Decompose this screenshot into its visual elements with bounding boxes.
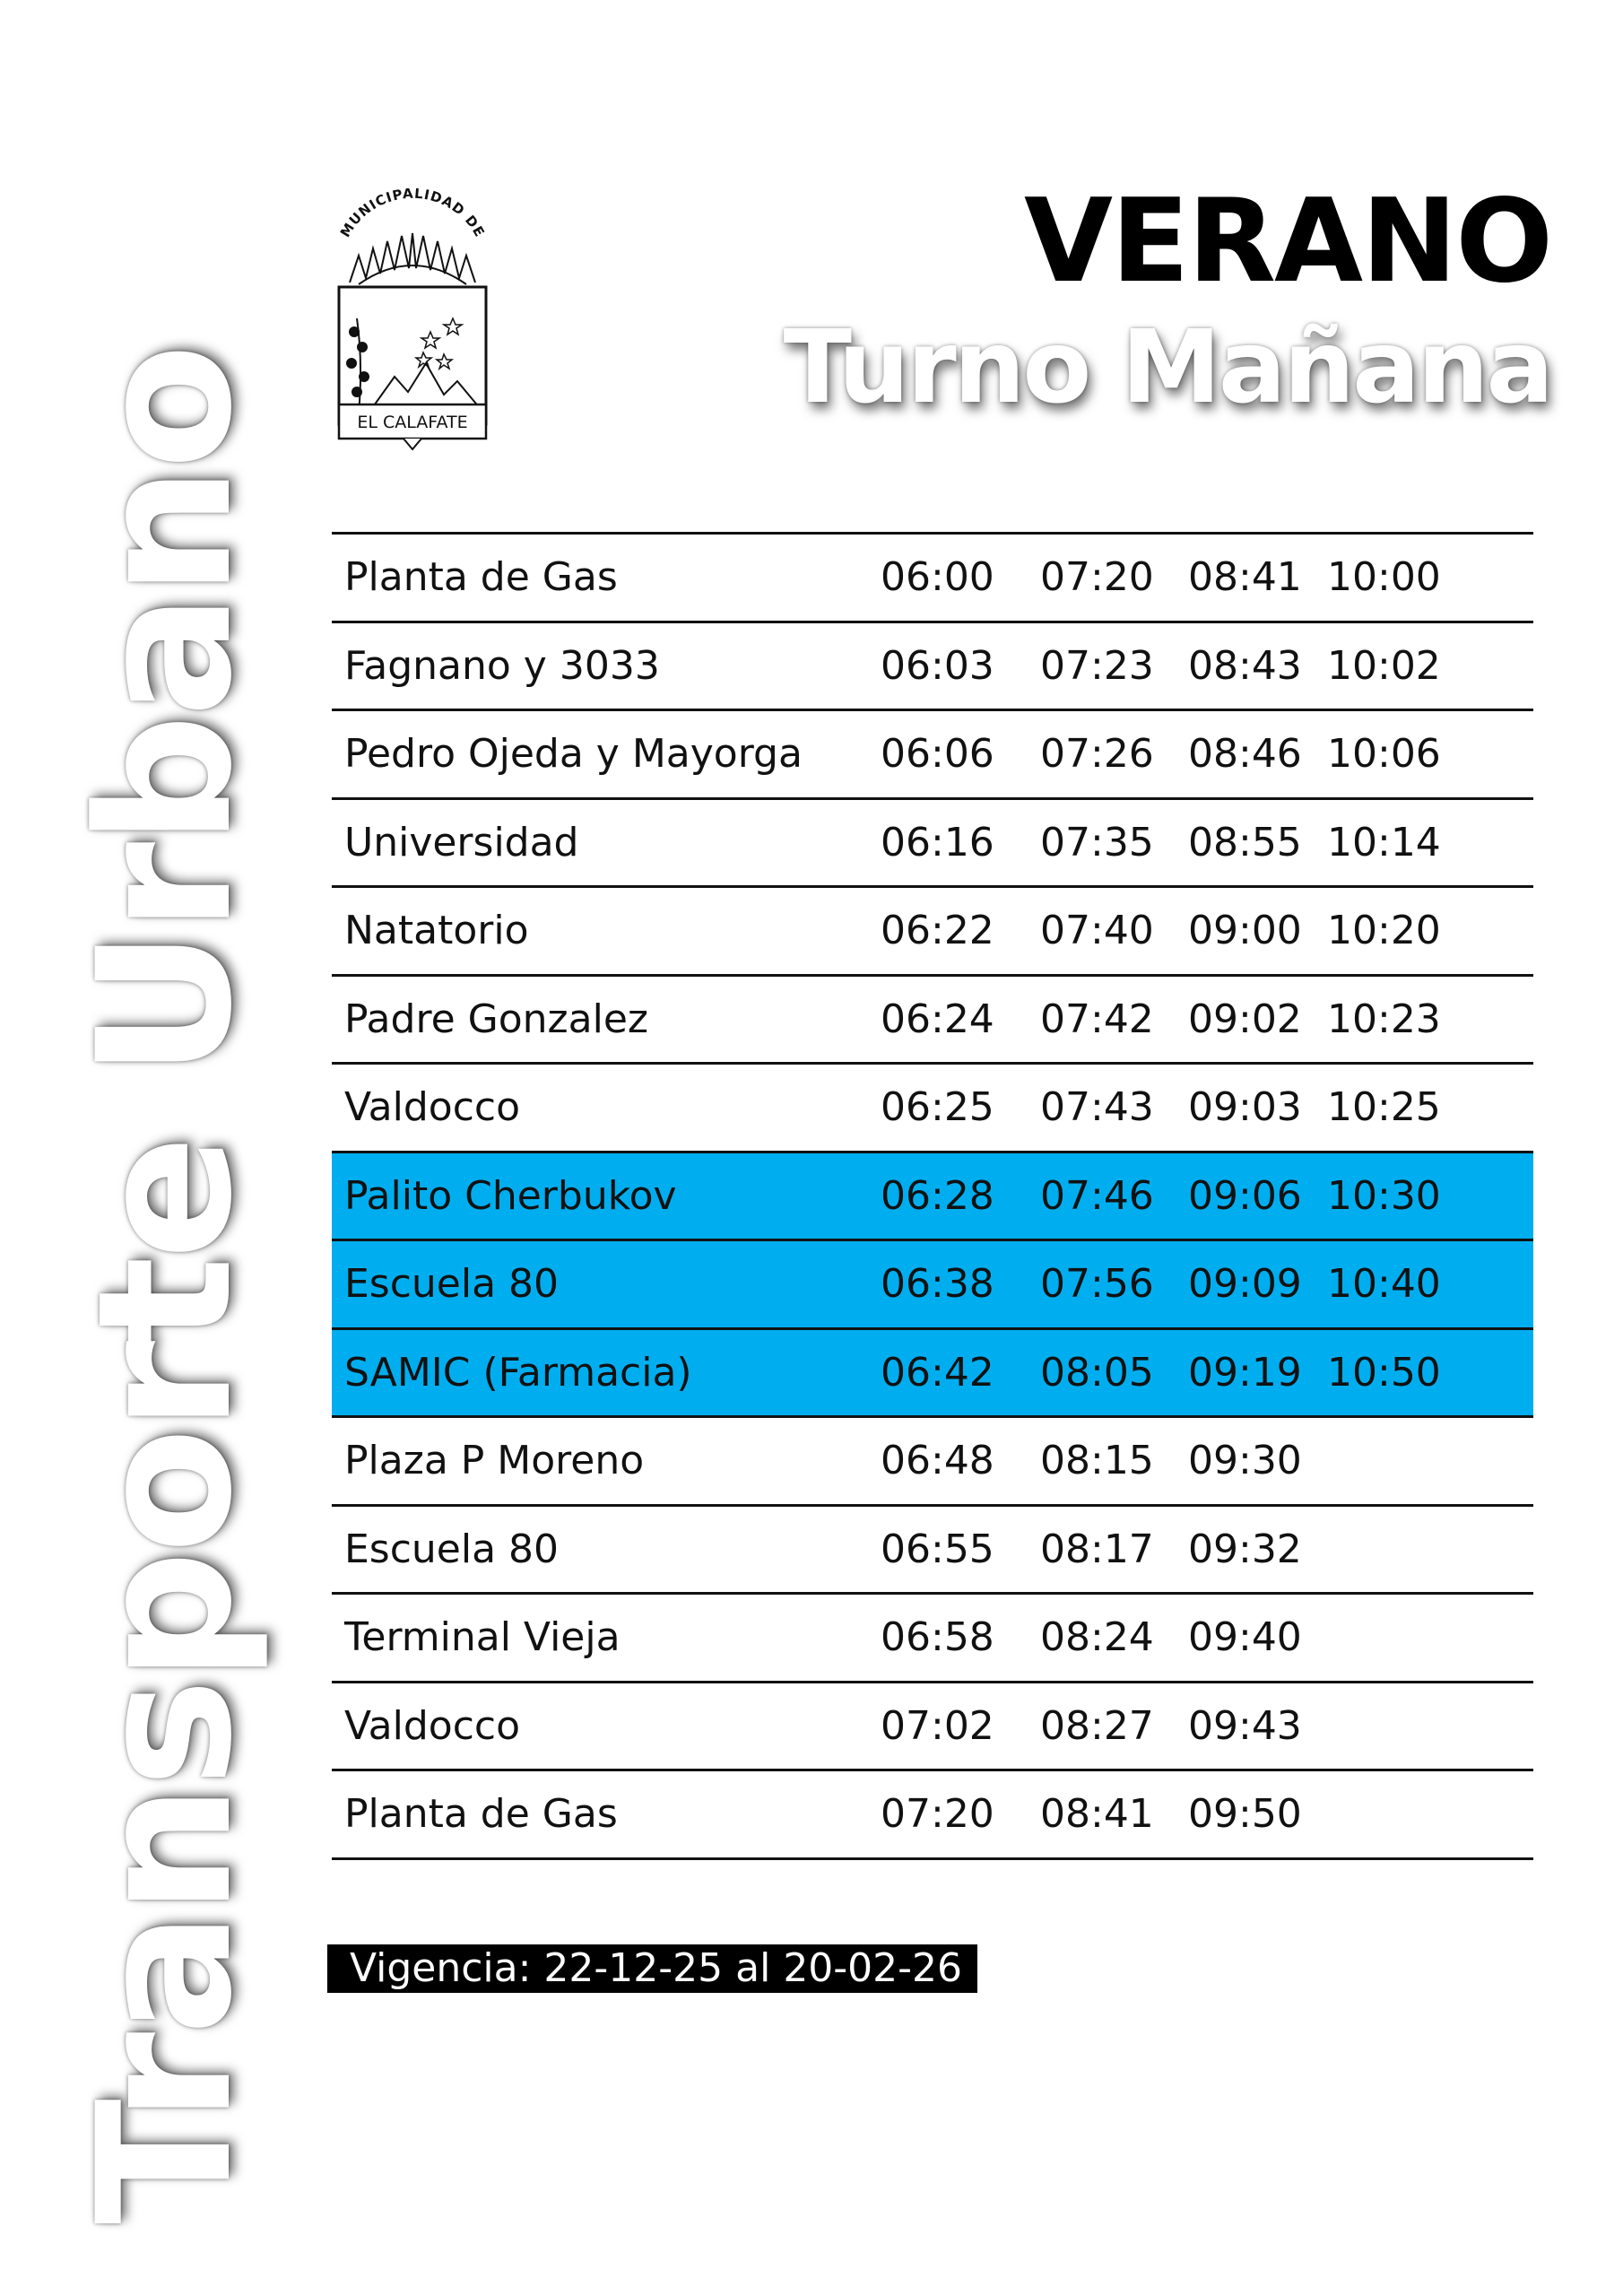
departure-time: 08:24 [1040,1614,1154,1661]
stop-name: Escuela 80 [344,1526,560,1572]
departure-time: 10:20 [1327,908,1441,954]
side-title: Transporte Urbano [59,346,273,2224]
departure-time: 10:06 [1327,731,1441,778]
schedule-row [332,888,1533,977]
municipal-coat-of-arms-icon [323,184,502,453]
schedule-row-highlighted [332,1241,1533,1330]
stop-name: Valdocco [344,1084,521,1131]
schedule-row [332,977,1533,1065]
stop-name: Palito Cherbukov [344,1172,677,1219]
stop-name: SAMIC (Farmacia) [344,1349,692,1396]
schedule-row [332,800,1533,889]
departure-time: 09:06 [1188,1172,1302,1219]
departure-time: 06:25 [881,1084,994,1131]
validity-label: Vigencia: 22-12-25 al 20-02-26 [327,1944,977,1993]
departure-time: 10:25 [1327,1084,1441,1131]
departure-time: 10:14 [1327,819,1441,865]
departure-time: 07:40 [1040,908,1154,954]
departure-time: 08:27 [1040,1702,1154,1749]
season-title: VERANO [1023,175,1551,309]
departure-time: 08:17 [1040,1526,1154,1572]
departure-time: 10:30 [1327,1172,1441,1219]
departure-time: 08:55 [1188,819,1302,865]
stop-name: Terminal Vieja [344,1614,621,1661]
stop-name: Plaza P Moreno [344,1438,645,1484]
departure-time: 09:50 [1188,1791,1302,1838]
departure-time: 09:43 [1188,1702,1302,1749]
departure-time: 10:23 [1327,996,1441,1042]
departure-time: 07:20 [1040,554,1154,601]
departure-time: 10:02 [1327,642,1441,689]
departure-time: 09:09 [1188,1261,1302,1308]
departure-time: 07:46 [1040,1172,1154,1219]
departure-time: 10:40 [1327,1261,1441,1308]
departure-time: 07:26 [1040,731,1154,778]
departure-time: 07:23 [1040,642,1154,689]
schedule-row [332,711,1533,800]
departure-time: 08:05 [1040,1349,1154,1396]
departure-time: 06:16 [881,819,994,865]
logo-banner-text: EL CALAFATE [357,413,468,432]
schedule-row [332,1507,1533,1596]
departure-time: 06:58 [881,1614,994,1661]
departure-time: 07:56 [1040,1261,1154,1308]
departure-time: 09:19 [1188,1349,1302,1396]
schedule-row [332,535,1533,623]
schedule-row [332,1683,1533,1772]
departure-time: 08:15 [1040,1438,1154,1484]
schedule-row [332,1771,1533,1860]
schedule-row-highlighted [332,1153,1533,1242]
stop-name: Pedro Ojeda y Mayorga [344,731,803,778]
departure-time: 07:20 [881,1791,994,1838]
departure-time: 07:35 [1040,819,1154,865]
stop-name: Universidad [344,819,579,865]
departure-time: 08:46 [1188,731,1302,778]
stop-name: Escuela 80 [344,1261,560,1308]
departure-time: 08:41 [1040,1791,1154,1838]
departure-time: 06:42 [881,1349,994,1396]
departure-time: 06:22 [881,908,994,954]
schedule-row [332,1418,1533,1507]
departure-time: 09:40 [1188,1614,1302,1661]
departure-time: 06:28 [881,1172,994,1219]
departure-time: 06:24 [881,996,994,1042]
departure-time: 09:02 [1188,996,1302,1042]
departure-time: 10:00 [1327,554,1441,601]
departure-time: 08:41 [1188,554,1302,601]
svg-text:MUNICIPALIDAD DE [337,186,488,240]
departure-time: 09:00 [1188,908,1302,954]
schedule-table [332,532,1533,1860]
departure-time: 06:48 [881,1438,994,1484]
departure-time: 06:03 [881,642,994,689]
stop-name: Fagnano y 3033 [344,642,660,689]
departure-time: 07:42 [1040,996,1154,1042]
departure-time: 09:30 [1188,1438,1302,1484]
stop-name: Padre Gonzalez [344,996,648,1042]
departure-time: 06:55 [881,1526,994,1572]
shift-title: Turno Mañana [783,309,1551,426]
departure-time: 07:43 [1040,1084,1154,1131]
departure-time: 07:02 [881,1702,994,1749]
schedule-row-highlighted [332,1330,1533,1419]
departure-time: 09:32 [1188,1526,1302,1572]
logo-arc-text: MUNICIPALIDAD DE [336,185,489,240]
departure-time: 10:50 [1327,1349,1441,1396]
stop-name: Valdocco [344,1702,521,1749]
schedule-row [332,623,1533,712]
stop-name: Planta de Gas [344,1791,618,1838]
schedule-row [332,1595,1533,1683]
departure-time: 06:06 [881,731,994,778]
departure-time: 09:03 [1188,1084,1302,1131]
schedule-row [332,1065,1533,1153]
departure-time: 06:38 [881,1261,994,1308]
stop-name: Natatorio [344,908,529,954]
departure-time: 06:00 [881,554,994,601]
departure-time: 08:43 [1188,642,1302,689]
stop-name: Planta de Gas [344,554,618,601]
